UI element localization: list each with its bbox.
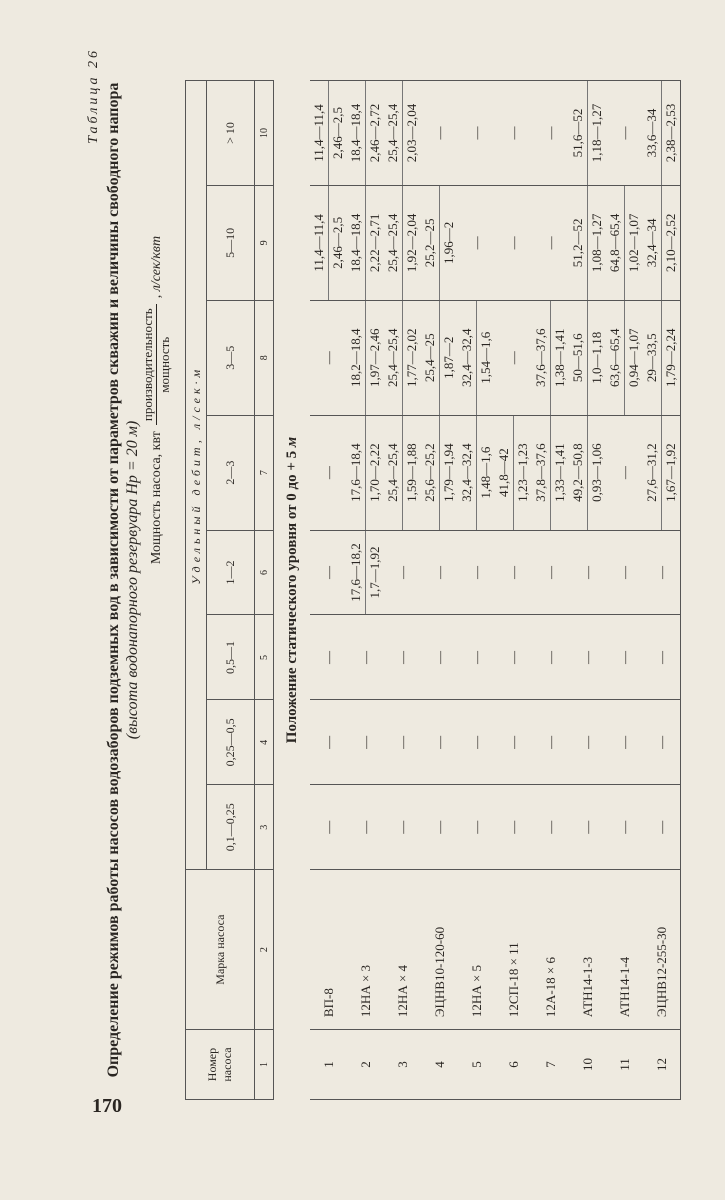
power-value: —	[505, 566, 521, 580]
efficiency-value: 1,59—1,88	[402, 416, 421, 530]
header-column-number: 2	[255, 870, 274, 1030]
table-row	[606, 81, 643, 1100]
value-cell	[384, 785, 421, 870]
power-value: 51,6—52	[570, 108, 585, 158]
power-caption-fraction	[140, 304, 173, 425]
fraction-numerator: производительность	[140, 304, 157, 425]
efficiency-value: 1,7—1,92	[365, 531, 384, 615]
value-cell	[495, 81, 532, 186]
value-cell	[310, 415, 347, 530]
section-static-level	[274, 81, 311, 1100]
pump-brand-cell: АТН14-1-4	[606, 870, 643, 1030]
power-value: —	[468, 236, 484, 250]
table-row	[532, 81, 569, 1100]
power-value: —	[505, 236, 521, 250]
value-cell	[495, 530, 532, 615]
value-cell	[606, 530, 643, 615]
value-cell	[569, 700, 606, 785]
value-cell	[458, 415, 495, 530]
value-cell	[347, 185, 384, 300]
efficiency-value: 1,48—1,6	[476, 416, 495, 530]
value-cell	[458, 530, 495, 615]
power-value: 11,4—11,4	[311, 104, 326, 162]
value-cell	[421, 185, 458, 300]
efficiency-value: 2,46—2,72	[365, 81, 384, 185]
power-value: —	[542, 566, 558, 580]
power-value: 64,8—65,4	[607, 213, 622, 273]
pump-brand-cell: 12НА × 3	[347, 870, 384, 1030]
value-cell	[495, 185, 532, 300]
pump-number-cell: 4	[421, 1030, 458, 1100]
pump-brand-cell: ЭЦНВ12-255-30	[643, 870, 681, 1030]
value-cell	[643, 300, 681, 415]
efficiency-value: 1,08—1,27	[587, 186, 606, 300]
pump-brand-cell: АТН14-1-3	[569, 870, 606, 1030]
value-cell	[347, 81, 384, 186]
value-cell	[606, 81, 643, 186]
value-cell	[606, 185, 643, 300]
power-value: 63,6—65,4	[607, 328, 622, 388]
power-value: 18,4—18,4	[348, 213, 363, 273]
efficiency-value: 1,87—2	[439, 301, 458, 415]
pump-brand-cell: ЭЦНВ10-120-60	[421, 870, 458, 1030]
value-cell	[643, 700, 681, 785]
power-value: —	[394, 650, 410, 664]
pump-number-cell: 12	[643, 1030, 681, 1100]
pump-number-cell: 10	[569, 1030, 606, 1100]
header-column-number: 10	[255, 81, 274, 186]
value-cell	[495, 415, 532, 530]
power-value: —	[320, 735, 336, 749]
header-range: 2—3	[207, 415, 255, 530]
efficiency-value: 1,97—2,46	[365, 301, 384, 415]
power-value: —	[616, 126, 632, 140]
value-cell	[310, 81, 347, 186]
power-value: —	[357, 820, 373, 834]
value-cell	[569, 615, 606, 700]
power-value: —	[320, 820, 336, 834]
power-value: —	[616, 650, 632, 664]
power-value: —	[320, 466, 336, 480]
power-value: —	[431, 566, 447, 580]
table-title	[104, 80, 142, 1080]
header-range: 3—5	[207, 300, 255, 415]
value-cell	[347, 530, 384, 615]
power-value: 37,8—37,6	[533, 443, 548, 502]
header-column-number: 6	[255, 530, 274, 615]
value-cell	[643, 415, 681, 530]
power-value: —	[616, 466, 632, 480]
efficiency-value: 2,10—2,52	[661, 186, 680, 300]
value-cell	[384, 615, 421, 700]
value-cell	[606, 700, 643, 785]
power-value: 18,2—18,4	[348, 328, 363, 388]
value-cell	[532, 700, 569, 785]
power-value: 37,6—37,6	[533, 328, 548, 388]
table-row	[495, 81, 532, 1100]
value-cell	[310, 185, 347, 300]
power-value: —	[468, 650, 484, 664]
power-value: —	[653, 820, 669, 834]
power-value: —	[542, 735, 558, 749]
power-value: —	[468, 566, 484, 580]
efficiency-value: 1,54—1,6	[476, 301, 495, 415]
value-cell	[532, 530, 569, 615]
power-value: 32,4—32,4	[459, 328, 474, 388]
power-caption-prefix: Мощность насоса, квт	[148, 431, 164, 565]
power-value: 49,2—50,8	[570, 443, 585, 502]
power-value: —	[394, 735, 410, 749]
efficiency-value: 1,92—2,04	[402, 186, 421, 300]
power-value: 32,4—32,4	[459, 443, 474, 502]
power-value: —	[579, 566, 595, 580]
power-value: —	[468, 735, 484, 749]
power-value: —	[320, 650, 336, 664]
pump-brand-cell: 12А-18 × 6	[532, 870, 569, 1030]
power-caption	[140, 120, 173, 680]
value-cell	[458, 185, 495, 300]
efficiency-value: 2,03—2,04	[402, 81, 421, 185]
value-cell	[310, 785, 347, 870]
value-cell	[347, 700, 384, 785]
table-row	[643, 81, 681, 1100]
power-value: —	[320, 351, 336, 365]
power-value: —	[431, 735, 447, 749]
header-column-number: 3	[255, 785, 274, 870]
header-pump-brand: Марка насоса	[186, 870, 255, 1030]
efficiency-value: 1,96—2	[439, 186, 458, 300]
value-cell	[458, 785, 495, 870]
value-cell	[532, 615, 569, 700]
section-unit: м	[283, 436, 300, 448]
value-cell	[643, 530, 681, 615]
section-text: Положение статического уровня от 0 до + 5	[283, 450, 300, 744]
efficiency-value: 2,46—2,5	[328, 186, 347, 300]
table-row	[384, 81, 421, 1100]
power-value: 33,6—34	[644, 108, 659, 158]
power-value: —	[579, 650, 595, 664]
value-cell	[310, 700, 347, 785]
value-cell	[606, 785, 643, 870]
table-row	[458, 81, 495, 1100]
value-cell	[347, 300, 384, 415]
table-row	[310, 81, 347, 1100]
header-range: 0,5—1	[207, 615, 255, 700]
power-value: —	[505, 735, 521, 749]
value-cell	[458, 615, 495, 700]
power-value: —	[468, 126, 484, 140]
table-row	[347, 81, 384, 1100]
power-value: —	[542, 820, 558, 834]
power-value: —	[653, 650, 669, 664]
value-cell	[643, 615, 681, 700]
value-cell	[643, 185, 681, 300]
value-cell	[532, 300, 569, 415]
power-value: 29—33,5	[644, 333, 659, 383]
value-cell	[495, 700, 532, 785]
value-cell	[458, 81, 495, 186]
efficiency-value: 1,79—1,94	[439, 416, 458, 530]
header-column-number: 8	[255, 300, 274, 415]
pump-number-cell: 6	[495, 1030, 532, 1100]
value-cell	[569, 185, 606, 300]
power-value: —	[542, 650, 558, 664]
power-value: —	[505, 351, 521, 365]
value-cell	[384, 300, 421, 415]
value-cell	[606, 415, 643, 530]
value-cell	[347, 415, 384, 530]
power-value: —	[579, 820, 595, 834]
power-value: 25,4—25,4	[385, 213, 400, 273]
header-column-number: 4	[255, 700, 274, 785]
efficiency-value: 0,94—1,07	[624, 301, 643, 415]
power-value: —	[431, 126, 447, 140]
value-cell	[421, 785, 458, 870]
value-cell	[495, 615, 532, 700]
fraction-denominator: мощность	[157, 336, 172, 393]
efficiency-value: 2,22—2,71	[365, 186, 384, 300]
efficiency-value: 1,23—1,23	[513, 416, 532, 530]
header-range: 5—10	[207, 185, 255, 300]
value-cell	[384, 700, 421, 785]
header-pump-number: Номер насоса	[186, 1030, 255, 1100]
power-value: 18,4—18,4	[348, 103, 363, 163]
power-value: 25,4—25,4	[385, 443, 400, 502]
value-cell	[569, 300, 606, 415]
efficiency-value: 0,93—1,06	[587, 416, 606, 530]
value-cell	[532, 785, 569, 870]
value-cell	[569, 785, 606, 870]
value-cell	[643, 81, 681, 186]
table-row	[421, 81, 458, 1100]
value-cell	[421, 81, 458, 186]
power-value: —	[357, 735, 373, 749]
header-range: 1—2	[207, 530, 255, 615]
power-value: —	[542, 236, 558, 250]
value-cell	[606, 615, 643, 700]
header-column-number: 7	[255, 415, 274, 530]
power-value: 25,4—25,4	[385, 328, 400, 388]
value-cell	[310, 615, 347, 700]
efficiency-value: 1,38—1,41	[550, 301, 569, 415]
page-number: 170	[92, 1095, 122, 1117]
power-value: —	[616, 566, 632, 580]
header-range: > 10	[207, 81, 255, 186]
value-cell	[495, 300, 532, 415]
efficiency-value: 2,46—2,5	[328, 81, 347, 185]
power-value: 27,6—31,2	[644, 443, 659, 502]
power-value: —	[320, 566, 336, 580]
pump-number-cell: 3	[384, 1030, 421, 1100]
efficiency-value: 1,77—2,02	[402, 301, 421, 415]
power-value: —	[431, 820, 447, 834]
power-value: 25,4—25,4	[385, 103, 400, 163]
pump-brand-cell: ВП-8	[310, 870, 347, 1030]
value-cell	[569, 81, 606, 186]
value-cell	[421, 530, 458, 615]
power-value: —	[653, 735, 669, 749]
table-title-sub: (высота водонапорного резервуара Нр = 20 м)	[124, 420, 141, 740]
power-value: —	[616, 735, 632, 749]
pump-number-cell: 5	[458, 1030, 495, 1100]
value-cell	[384, 81, 421, 186]
power-value: —	[579, 735, 595, 749]
efficiency-value: 1,02—1,07	[624, 186, 643, 300]
value-cell	[643, 785, 681, 870]
value-cell	[384, 415, 421, 530]
power-value: 50—51,6	[570, 333, 585, 383]
pump-number-cell: 7	[532, 1030, 569, 1100]
value-cell	[310, 530, 347, 615]
table-row	[569, 81, 606, 1100]
efficiency-value: 1,67—1,92	[661, 416, 680, 530]
header-column-number: 5	[255, 615, 274, 700]
value-cell	[458, 700, 495, 785]
pump-number-cell: 11	[606, 1030, 643, 1100]
pump-number-cell: 1	[310, 1030, 347, 1100]
power-value: 25,4—25	[422, 333, 437, 383]
value-cell	[569, 530, 606, 615]
power-value: 17,6—18,2	[348, 543, 363, 602]
value-cell	[532, 185, 569, 300]
power-value: —	[505, 820, 521, 834]
power-value: —	[394, 820, 410, 834]
power-value: 11,4—11,4	[311, 214, 326, 272]
power-value: 32,4—34	[644, 218, 659, 268]
efficiency-value: 1,79—2,24	[661, 301, 680, 415]
value-cell	[384, 530, 421, 615]
value-cell	[532, 415, 569, 530]
header-column-number: 9	[255, 185, 274, 300]
power-value: —	[505, 650, 521, 664]
value-cell	[421, 615, 458, 700]
value-cell	[421, 300, 458, 415]
pump-brand-cell: 12НА × 5	[458, 870, 495, 1030]
power-value: 25,6—25,2	[422, 443, 437, 502]
power-value: 51,2—52	[570, 218, 585, 268]
efficiency-value: 1,18—1,27	[587, 81, 606, 185]
pump-brand-cell: 12СП-18 × 11	[495, 870, 532, 1030]
value-cell	[384, 185, 421, 300]
power-value: —	[394, 566, 410, 580]
value-cell	[569, 415, 606, 530]
power-value: —	[468, 820, 484, 834]
value-cell	[458, 300, 495, 415]
header-specific-yield: Удельный дебит, л/сек·м	[186, 81, 207, 870]
power-value: —	[505, 126, 521, 140]
value-cell	[347, 785, 384, 870]
value-cell	[606, 300, 643, 415]
pump-modes-table	[185, 80, 681, 1100]
pump-brand-cell: 12НА × 4	[384, 870, 421, 1030]
value-cell	[532, 81, 569, 186]
power-caption-unit: , л/сек/квт	[148, 235, 164, 299]
power-value: —	[653, 566, 669, 580]
efficiency-value: 1,0—1,18	[587, 301, 606, 415]
value-cell	[347, 615, 384, 700]
power-value: 41,8—42	[496, 448, 511, 498]
header-column-number: 1	[255, 1030, 274, 1100]
value-cell	[421, 415, 458, 530]
power-value: 17,6—18,4	[348, 443, 363, 502]
efficiency-value: 1,33—1,41	[550, 416, 569, 530]
efficiency-value: 1,70—2,22	[365, 416, 384, 530]
power-value: 25,2—25	[422, 218, 437, 268]
table-label: Таблица 26	[86, 48, 101, 144]
efficiency-value: 2,38—2,53	[661, 81, 680, 185]
header-range: 0,1—0,25	[207, 785, 255, 870]
power-value: —	[616, 820, 632, 834]
header-range: 0,25—0,5	[207, 700, 255, 785]
table-title-main: Определение режимов работы насосов водозаборов подземных вод в зависимости от параметров скважин и величины свободного напора	[105, 82, 122, 1078]
power-value: —	[542, 126, 558, 140]
power-value: —	[357, 650, 373, 664]
value-cell	[421, 700, 458, 785]
value-cell	[310, 300, 347, 415]
power-value: —	[431, 650, 447, 664]
value-cell	[495, 785, 532, 870]
pump-number-cell: 2	[347, 1030, 384, 1100]
